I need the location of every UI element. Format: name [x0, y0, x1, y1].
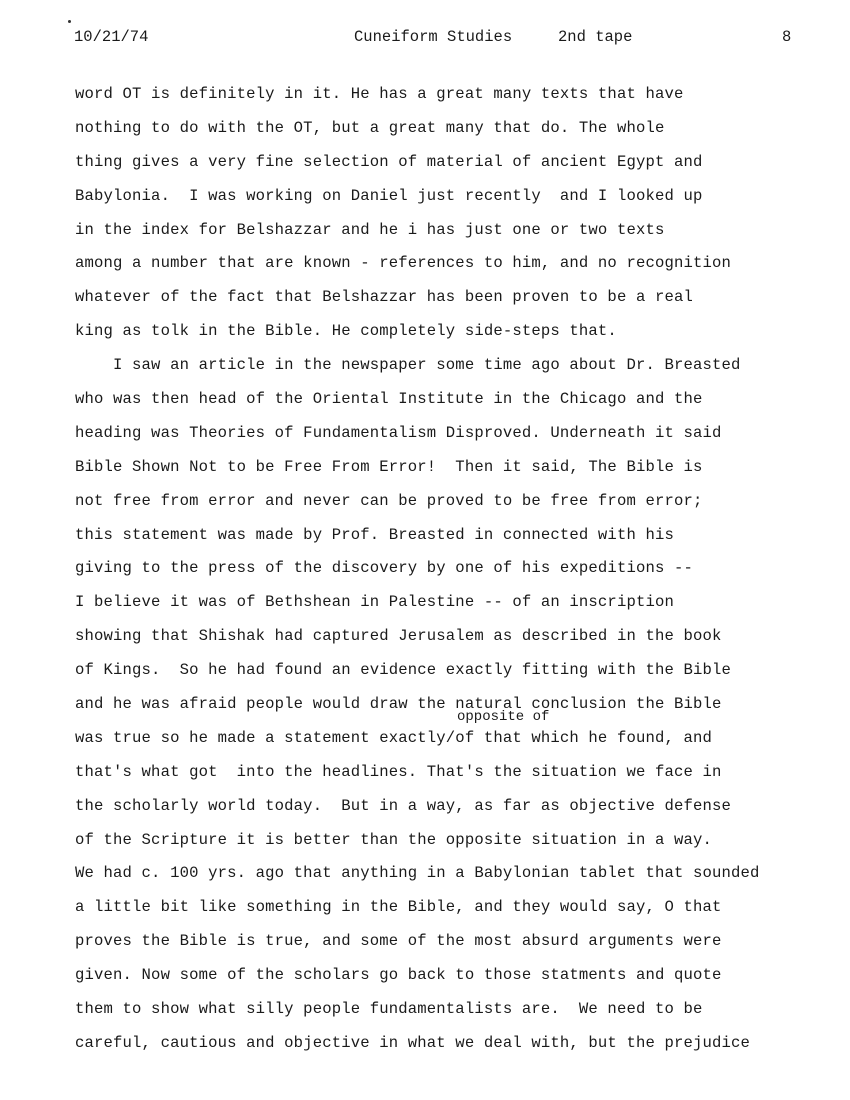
text-line: them to show what silly people fundamentalists are. We need to be — [75, 1000, 703, 1019]
text-line: of the Scripture it is better than the opposite situation in a way. — [75, 830, 713, 849]
text-line: and he was afraid people would draw the natural conclusion the Bible — [75, 695, 722, 714]
text-line: not free from error and never can be proved to be free from error; — [75, 491, 703, 510]
text-line: giving to the press of the discovery by one of his expeditions -- — [75, 559, 694, 578]
text-line: king as tolk in the Bible. He completely side-steps that. — [75, 322, 617, 341]
page-header — [74, 28, 794, 52]
text-line: given. Now some of the scholars go back to those statments and quote — [75, 966, 722, 985]
text-line: that's what got into the headlines. That's the situation we face in — [75, 762, 722, 781]
text-line: We had c. 100 yrs. ago that anything in a Babylonian tablet that sounded — [75, 864, 760, 883]
text-line: careful, cautious and objective in what we deal with, but the prejudice — [75, 1033, 751, 1052]
text-line: I saw an article in the newspaper some time ago about Dr. Breasted — [75, 356, 741, 375]
text-line: Bible Shown Not to be Free From Error! Then it said, The Bible is — [75, 457, 703, 476]
header-date: 10/21/74 — [74, 28, 149, 46]
text-line: proves the Bible is true, and some of the most absurd arguments were — [75, 932, 722, 951]
text-line: Babylonia. I was working on Daniel just recently and I looked up — [75, 186, 703, 205]
text-line: of Kings. So he had found an evidence exactly fitting with the Bible — [75, 661, 732, 680]
text-line: nothing to do with the OT, but a great many that do. The whole — [75, 118, 665, 137]
ink-speck — [68, 20, 71, 23]
text-line: a little bit like something in the Bible, and they would say, O that — [75, 898, 722, 917]
text-line: I believe it was of Bethshean in Palestine -- of an inscription — [75, 593, 674, 612]
text-line: among a number that are known - references to him, and no recognition — [75, 254, 732, 273]
text-line: whatever of the fact that Belshazzar has been proven to be a real — [75, 288, 694, 307]
text-line: was true so he made a statement exactly/of that which he found, and — [75, 728, 713, 747]
text-line: this statement was made by Prof. Breasted in connected with his — [75, 525, 674, 544]
text-line: who was then head of the Oriental Institute in the Chicago and the — [75, 390, 703, 409]
text-line: in the index for Belshazzar and he i has just one or two texts — [75, 220, 665, 239]
text-line: showing that Shishak had captured Jerusalem as described in the book — [75, 627, 722, 646]
header-tape: 2nd tape — [558, 28, 633, 46]
interlinear-insertion: opposite of — [457, 709, 550, 725]
text-line: word OT is definitely in it. He has a great many texts that have — [75, 85, 684, 103]
body-text — [75, 78, 815, 1061]
text-line: thing gives a very fine selection of material of ancient Egypt and — [75, 152, 703, 171]
header-page-number: 8 — [782, 28, 792, 46]
text-line: heading was Theories of Fundamentalism Disproved. Underneath it said — [75, 423, 722, 442]
header-title: Cuneiform Studies — [354, 28, 513, 46]
text-line: the scholarly world today. But in a way, as far as objective defense — [75, 796, 732, 815]
